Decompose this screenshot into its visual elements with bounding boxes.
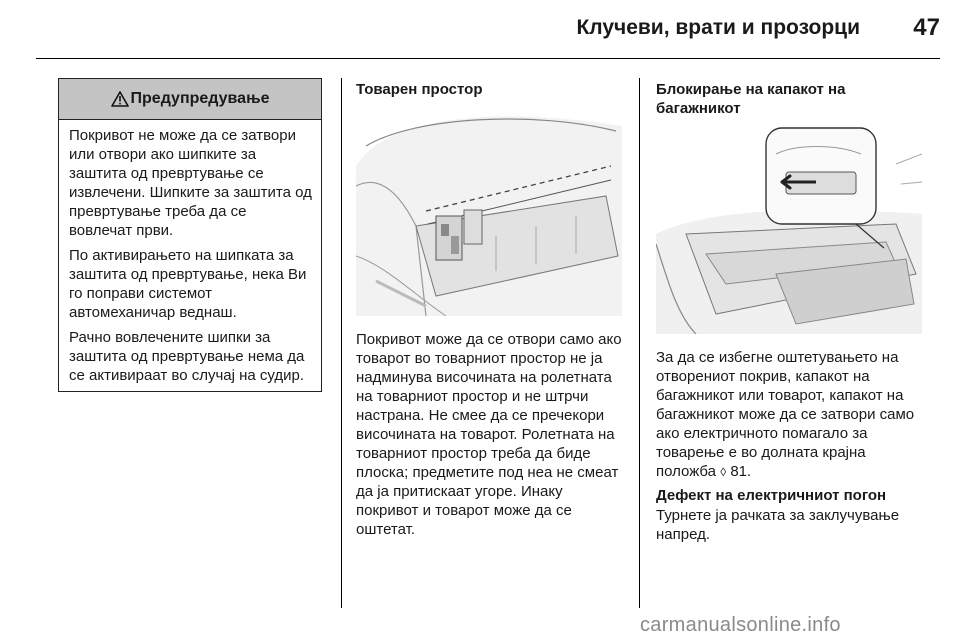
cargo-text [356, 330, 628, 545]
watermark: carmanualsonline.info [640, 614, 841, 636]
trunk-text [656, 348, 928, 488]
warning-triangle-icon [111, 91, 129, 107]
warning-body [59, 120, 321, 385]
reference-arrow-icon: ◊ [720, 465, 727, 479]
defect-text [656, 506, 928, 550]
warning-header [59, 79, 321, 120]
page-number: 47 [913, 14, 940, 41]
warning-paragraph: Покривот не може да се затвори или отвори ако шипките за заштита од превртување се извлечени. Шипките за заштита од превртување треба да се вовлечат први. [69, 127, 312, 239]
cargo-heading: Товарен простор [356, 81, 483, 98]
cargo-area-drawing [356, 106, 622, 316]
warning-paragraph: По активирањето на шипката за заштита од превртување, нека Ви го поправи системот автомеханичар веднаш. [69, 247, 307, 321]
header-rule [36, 58, 940, 59]
cargo-paragraph: Покривот може да се отвори само ако товарот во товарниот простор не ја надминува височината на ролетната на товарниот простор и не штрчи настрана. Не смее да се пречекори височината на товарот. Ролетната на товарниот простор треба да биде плоска; предметите под неа не смеат да ја притискаат угоре. Инаку покривот и товарот може да се оштетат. [356, 331, 622, 538]
warning-paragraph: Рачно вовлечените шипки за заштита од превртување нема да се активираат во случај на судир. [69, 329, 305, 384]
warning-box [58, 78, 322, 392]
column-divider [341, 78, 342, 608]
defect-heading: Дефект на електричниот погон [656, 487, 887, 504]
reference-page: 81. [730, 463, 752, 480]
page-header-title: Клучеви, врати и прозорци [576, 16, 860, 39]
trunk-paragraph-text: За да се избегне оштетувањето на отворениот покрив, капакот на багажникот или товарот, капакот на багажникот може да се затвори само ако електричното помагало за товарење е во долната крајна положба [656, 349, 915, 480]
defect-paragraph: Турнете ја рачката за заклучување напред. [656, 507, 900, 543]
cargo-area-illustration [356, 106, 622, 316]
column-divider [639, 78, 640, 608]
trunk-lock-heading: Блокирање на капакот на багажникот [656, 81, 846, 117]
trunk-lock-drawing [656, 124, 922, 334]
trunk-lock-illustration [656, 124, 922, 334]
warning-title: Предупредување [130, 90, 270, 107]
trunk-paragraph [656, 348, 928, 482]
